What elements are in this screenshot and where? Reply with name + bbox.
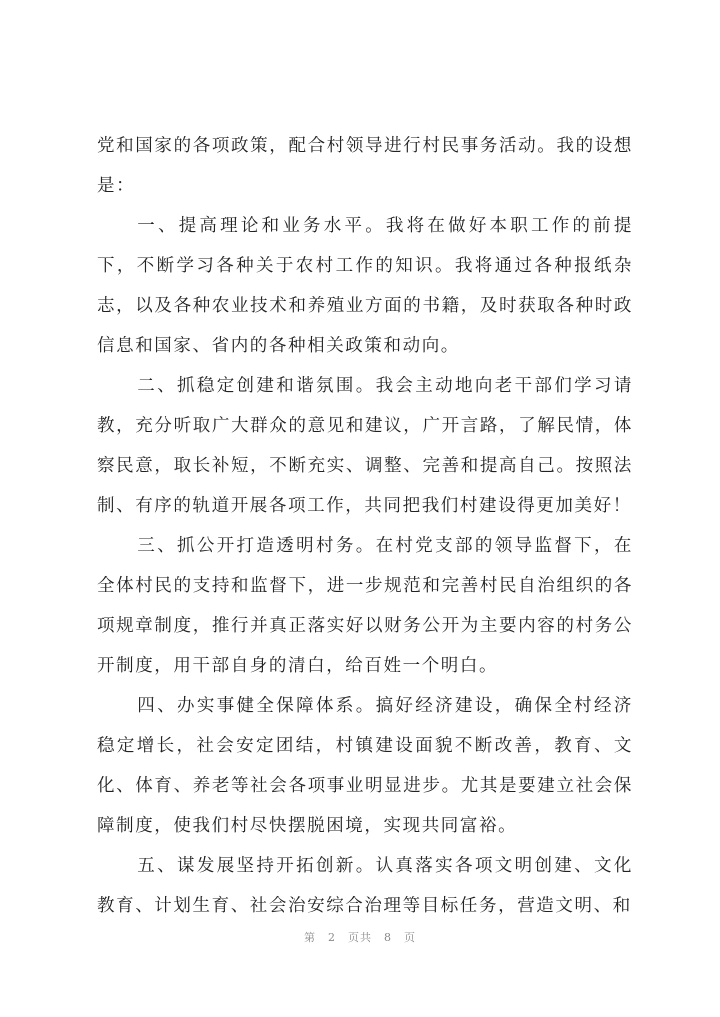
document-body [97, 126, 633, 926]
paragraph-2: 二、抓稳定创建和谐氛围。我会主动地向老干部们学习请教，充分听取广大群众的意见和建议，广开言路，了解民情，体察民意，取长补短，不断充实、调整、完善和提高自己。按照法制、有序的轨道开展各项工作，共同把我们村建设得更加美好！ [97, 376, 633, 516]
footer-ye: 页 [404, 931, 416, 944]
page-footer [0, 929, 720, 945]
paragraph-4: 四、办实事健全保障体系。搞好经济建设，确保全村经济稳定增长，社会安定团结，村镇建设面貌不断改善，教育、文化、体育、养老等社会各项事业明显进步。尤其是要建立社会保障制度，使我们村尽快摆脱困境，实现共同富裕。 [97, 696, 633, 836]
paragraph-1: 一、提高理论和业务水平。我将在做好本职工作的前提下，不断学习各种关于农村工作的知识。我将通过各种报纸杂志，以及各种农业技术和养殖业方面的书籍，及时获取各种时政信息和国家、省内的各种相关政策和动向。 [97, 216, 633, 356]
paragraph-3: 三、抓公开打造透明村务。在村党支部的领导监督下，在全体村民的支持和监督下，进一步规范和完善村民自治组织的各项规章制度，推行并真正落实好以财务公开为主要内容的村务公开制度，用干部自身的清白，给百姓一个明白。 [97, 536, 633, 676]
footer-di: 第 [304, 931, 316, 944]
total-pages: 8 [384, 931, 392, 944]
paragraph-continuation: 党和国家的各项政策，配合村领导进行村民事务活动。我的设想是： [97, 136, 633, 196]
footer-ye-gong: 页共 [348, 931, 372, 944]
paragraph-5: 五、谋发展坚持开拓创新。认真落实各项文明创建、文化教育、计划生育、社会治安综合治理等目标任务，营造文明、和 [97, 856, 633, 916]
page-number: 2 [328, 931, 336, 944]
